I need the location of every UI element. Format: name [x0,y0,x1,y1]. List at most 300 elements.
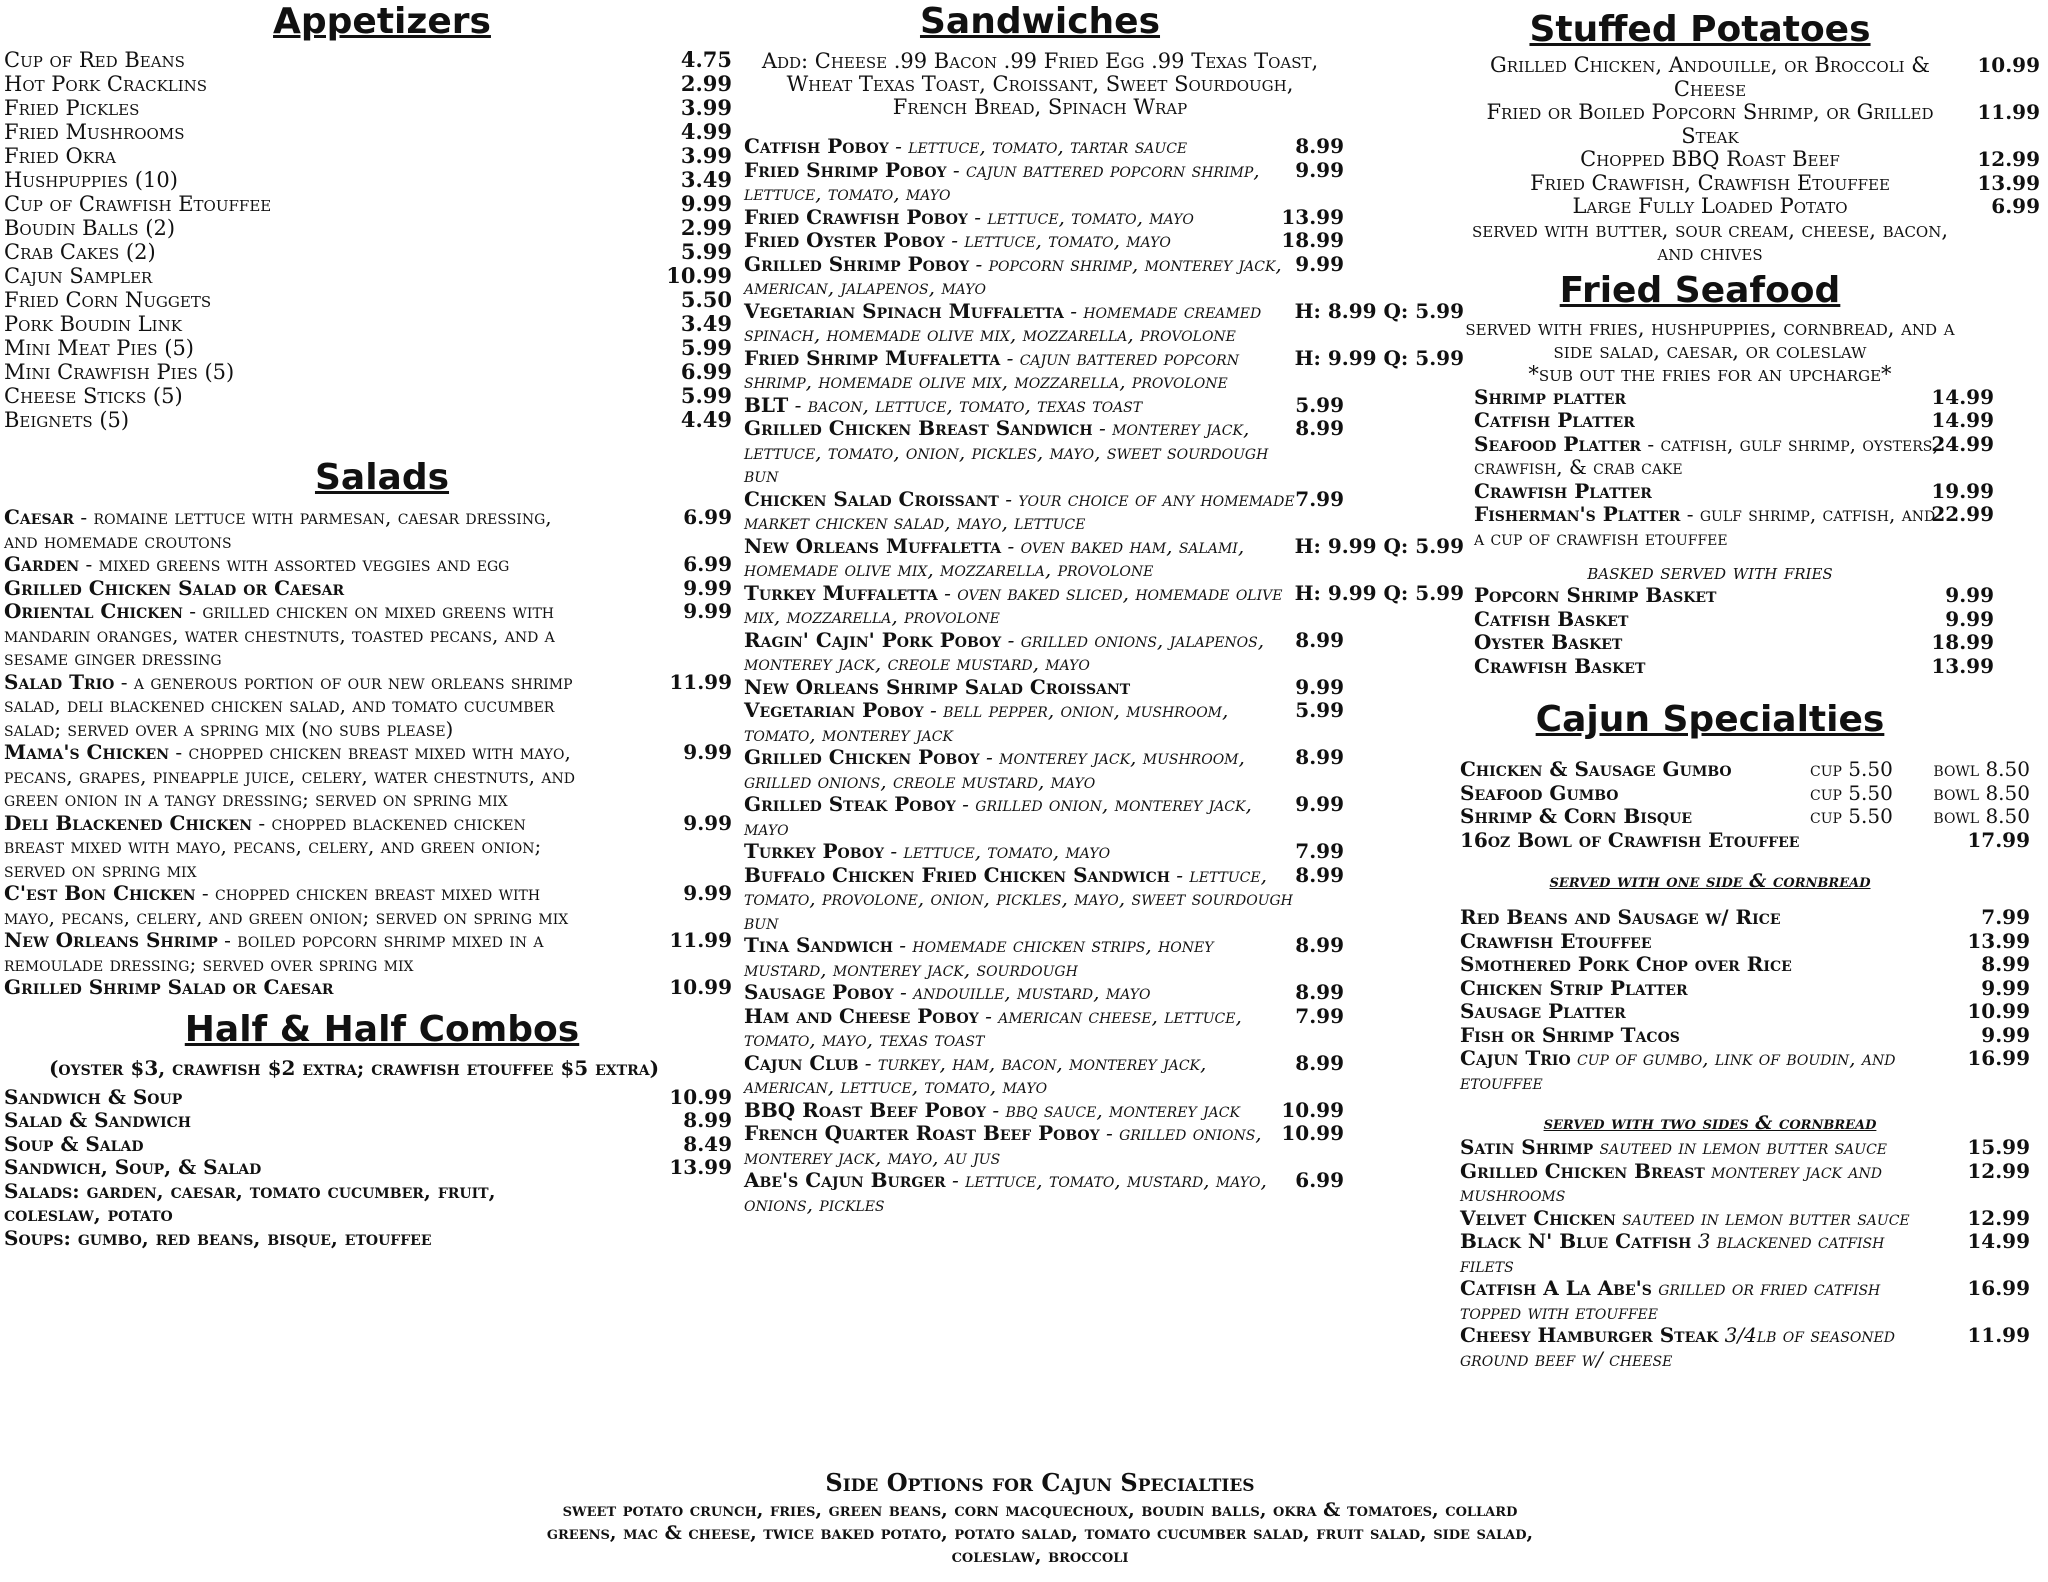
cup-price: cup 5.50 [1810,757,1893,781]
menu-item [744,253,1464,300]
item-name: Soup & Salad [4,1131,144,1156]
item-price: 10.99 [1281,1097,1344,1122]
item-name: Black N' Blue Catfish [1460,1229,1692,1253]
item-price: 8.99 [1295,933,1344,957]
item-text [744,417,1299,488]
item-name: Sandwich & Soup [4,1084,183,1109]
item-text [1460,906,1930,930]
menu-item [744,300,1464,347]
item-name: Cup of Crawfish Etouffee [4,192,272,216]
combos-list [4,1086,730,1180]
item-text [744,1122,1299,1169]
item-price: 9.99 [1295,674,1344,699]
seafood-baskets [1474,584,2040,678]
menu-item [744,676,1464,700]
item-price: 8.99 [1295,862,1344,887]
item-price: 2.99 [680,71,732,96]
item-name: Cheese Sticks (5) [4,384,183,408]
item-text [1460,1160,1940,1207]
item-price: 5.50 [680,287,732,312]
seafood-platters [1474,386,2040,551]
item-text [744,300,1299,347]
item-text [744,535,1299,582]
item-name: Fried Okra [4,144,116,168]
bowl-price: bowl 8.50 [1933,780,2030,805]
item-text [744,488,1299,535]
cajun-bowl-item: 16oz Bowl of Crawfish Etouffee 17.99 [1460,827,2030,852]
item-name: Popcorn Shrimp Basket [1474,583,1717,607]
menu-item [4,600,732,671]
item-price: 6.99 [1991,194,2040,218]
menu-item [744,864,1464,935]
menu-item [4,72,732,96]
item-name: Ham and Cheese Poboy [744,1003,979,1028]
menu-item [4,1133,732,1157]
item-desc: - andouille, mustard, mayo [893,980,1151,1004]
item-name: Satin Shrimp [1460,1135,1594,1159]
menu-item [1460,172,2040,196]
item-price: 4.99 [680,119,732,144]
item-price: 11.99 [1977,100,2040,124]
item-desc: - bbq sauce, monterey jack [986,1097,1240,1122]
item-price: 7.99 [1295,1003,1344,1028]
item-text [744,394,1299,418]
menu-item [4,360,732,384]
cajun-heading: Cajun Specialties [1535,699,1885,740]
item-text [744,934,1299,981]
item-desc: - lettuce, tomato, mustard, mayo, onions, pickles [744,1168,1267,1216]
item-desc: - catfish, gulf shrimp, oysters, crawfish, & crab cake [1474,431,1939,479]
item-name: New Orleans Shrimp [4,928,218,952]
item-price: 18.99 [1931,630,1994,654]
item-name: Crawfish Basket [1474,653,1646,678]
item-price: 6.99 [680,359,732,384]
item-name: BBQ Roast Beef Poboy [744,1097,987,1122]
combos-salads-line: Salads: garden, caesar, tomato cucumber, fruit, coleslaw, potato [4,1178,496,1226]
appetizers-list [4,48,730,432]
menu-item [4,741,732,812]
item-name: Cup of Red Beans [4,48,185,72]
item-price: 9.99 [1295,792,1344,816]
menu-item [4,216,732,240]
item-name: Beignets (5) [4,408,130,432]
menu-item [1474,480,2024,504]
cajun-one-side [1460,906,2040,1094]
item-desc: - turkey, ham, bacon, monterey jack, american, lettuce, tomato, mayo [744,1050,1207,1098]
item-name: Vegetarian Spinach Muffaletta [744,298,1064,323]
menu-item [4,336,732,360]
item-price: 10.99 [1967,999,2030,1023]
item-name: Fried Oyster Poboy [744,228,945,252]
menu-item [4,671,732,742]
item-name: Grilled Shrimp Poboy [744,251,970,276]
item-price: 3.49 [680,167,732,192]
menu-item [1460,54,2040,101]
item-text [4,882,579,929]
item-name: Oyster Basket [1474,630,1623,654]
menu-item [744,934,1464,981]
menu-item [1460,906,2030,930]
item-desc: sauteed in lemon butter sauce [1593,1135,1888,1159]
item-text [4,553,579,577]
item-text [744,793,1299,840]
item-text [4,600,579,671]
item-text [1460,1207,1940,1231]
item-name: Chicken Strip Platter [1460,975,1688,1000]
item-name: Sausage Poboy [744,980,894,1004]
menu-item [1474,631,2024,655]
menu-item [1460,782,2030,806]
item-price: 9.99 [1945,606,1994,631]
item-desc: - cajun battered popcorn shrimp, lettuce, tomato, mayo [744,157,1260,205]
item-text [1460,1047,1930,1094]
item-price: 3.49 [680,311,732,336]
two-side-label: served with two sides & cornbread [1543,1112,1877,1134]
item-price: 8.99 [683,1108,732,1132]
item-price: H: 9.99 Q: 5.99 [1294,533,1464,558]
item-price: 22.99 [1931,502,1994,526]
item-price: 4.75 [680,47,732,72]
menu-item [744,159,1464,206]
menu-item [1460,977,2030,1001]
item-desc: - chopped blackened chicken breast mixed with mayo, pecans, celery, and green onion; served on spring mix [4,810,542,882]
column-right [1460,0,2040,1371]
item-name: Crawfish Platter [1474,478,1652,503]
menu-item [4,264,732,288]
item-name: Cajun Trio [1460,1046,1571,1070]
menu-item [1460,1230,2030,1277]
item-price: 3.99 [680,95,732,120]
menu-item [744,699,1464,746]
item-text [744,746,1299,793]
item-text [744,347,1299,394]
item-name: Fried Crawfish Poboy [744,204,968,229]
seafood-note: served with fries, hushpuppies, cornbread, and a side salad, caesar, or coleslaw [1465,315,1955,363]
item-price: 10.99 [666,263,732,288]
menu-item [744,206,1464,230]
item-desc: - lettuce, tomato, provolone, onion, pickles, mayo, sweet sourdough bun [744,862,1293,934]
item-price: 9.99 [683,810,732,835]
item-text [744,699,1299,746]
item-text [744,159,1299,206]
item-name: Vegetarian Poboy [744,698,924,722]
sides-section [540,1468,1540,1568]
seafood-heading: Fried Seafood [1559,269,1841,311]
item-name: Seafood Gumbo [1460,780,1619,805]
potatoes-heading: Stuffed Potatoes [1529,9,1871,50]
menu-item [1460,1136,2030,1160]
item-price: 13.99 [669,1155,732,1179]
menu-item [744,394,1464,418]
one-side-label: served with one side & cornbread [1549,870,1871,892]
menu-item [744,1005,1464,1052]
item-text [1474,503,1944,550]
menu-item [1460,930,2030,954]
potatoes-note: served with butter, sour cream, cheese, bacon, and chives [1471,217,1949,265]
item-price: 5.99 [1295,392,1344,417]
item-name: Garden [4,552,80,576]
item-name: Boudin Balls (2) [4,216,176,240]
menu-item [1460,953,2030,977]
item-price: 8.99 [1295,416,1344,440]
item-name: Catfish Platter [1474,408,1635,432]
item-desc: - lettuce, tomato, mayo [944,228,1171,252]
menu-item [4,929,732,976]
menu-item [744,535,1464,582]
item-text [1474,631,1944,655]
menu-item [4,577,732,601]
menu-item [4,192,732,216]
item-name: Fried Corn Nuggets [4,288,212,312]
menu-item [4,506,732,553]
item-name: Mini Meat Pies (5) [4,336,195,360]
column-middle [744,0,1464,1216]
item-price: 16.99 [1967,1046,2030,1070]
item-desc: - chopped chicken breast mixed with mayo, pecans, grapes, pineapple juice, celery, water chestnuts, and green onion in a tangy dressing; served on spring mix [4,740,575,811]
item-name: New Orleans Shrimp Salad Croissant [744,674,1131,699]
menu-item [4,240,732,264]
item-name: Catfish Basket [1474,606,1629,631]
sandwiches-list [744,135,1464,1216]
item-name: Catfish A La Abe's [1460,1276,1652,1300]
item-desc: - cajun battered popcorn shrimp, homemade olive mix, mozzarella, provolone [744,345,1239,393]
item-desc: - boiled popcorn shrimp mixed in a remoulade dressing; served over spring mix [4,928,544,976]
item-text [1474,480,1944,504]
item-name: Red Beans and Sausage w/ Rice [1460,905,1781,929]
item-price: 9.99 [1981,975,2030,1000]
menu-item [1460,1160,2030,1207]
item-name: Caesar [4,505,75,529]
item-name: Turkey Muffaletta [744,580,938,605]
item-name: Fried Shrimp Muffaletta [744,345,1001,370]
item-price: 15.99 [1967,1135,2030,1159]
item-price: 4.49 [680,407,732,432]
item-price: 7.99 [1295,839,1344,863]
menu-item [744,746,1464,793]
item-price: H: 8.99 Q: 5.99 [1294,298,1464,323]
item-name: Turkey Poboy [744,839,885,863]
item-name: Fisherman's Platter [1474,502,1681,526]
item-price: H: 9.99 Q: 5.99 [1294,580,1464,605]
item-price: 5.99 [680,335,732,360]
item-name: Shrimp platter [1474,384,1626,409]
item-text [1474,433,1944,480]
item-text [744,629,1299,676]
menu-item [1474,608,2024,632]
item-price: 9.99 [683,599,732,623]
item-desc: - homemade creamed spinach, homemade olive mix, mozzarella, provolone [744,298,1262,346]
menu-item [1474,584,2024,608]
item-price: 8.99 [1295,627,1344,652]
item-text [744,582,1299,629]
menu-item [1460,1277,2030,1324]
item-text [1460,1000,1930,1024]
menu-item [4,976,732,1000]
item-price: 9.99 [683,575,732,600]
item-price: 13.99 [1967,928,2030,953]
menu-item [1474,409,2024,433]
item-text [744,1169,1299,1216]
item-text [744,864,1299,935]
item-text [744,676,1299,700]
basket-note: basked served with fries [1587,560,1833,584]
item-desc: - homemade chicken strips, honey mustard, monterey jack, sourdough [744,933,1214,981]
item-name: Crab Cakes (2) [4,240,156,264]
item-name: French Quarter Roast Beef Poboy [744,1121,1100,1145]
menu-item [1460,148,2040,172]
combos-heading: Half & Half Combos [184,1008,580,1050]
menu-item [1460,1047,2030,1094]
item-name: Hushpuppies (10) [4,168,178,192]
menu-item [1460,1324,2030,1371]
menu-item [4,288,732,312]
item-text [744,1052,1299,1099]
item-text [1460,1136,1940,1160]
item-price: 9.99 [683,740,732,764]
item-price: 14.99 [1931,384,1994,409]
item-price: H: 9.99 Q: 5.99 [1294,345,1464,370]
item-price: 7.99 [1981,905,2030,929]
item-desc: monterey jack and mushrooms [1460,1158,1882,1206]
item-desc: - lettuce, tomato, mayo [967,204,1194,229]
item-desc: - a generous portion of our new orleans shrimp salad, deli blackened chicken salad, and tomato cucumber salad; served over a spring mix (no subs please) [4,669,573,741]
menu-item [4,168,732,192]
item-price: 8.99 [1981,952,2030,976]
item-name: Fried or Boiled Popcorn Shrimp, or Grilled Steak [1486,100,1934,148]
item-name: Seafood Platter [1474,431,1642,456]
cajun-two-side [1460,1136,2040,1371]
menu-item [4,408,732,432]
potatoes-list [1460,54,2040,219]
menu-item [744,135,1464,159]
sandwiches-heading: Sandwiches [919,1,1161,42]
item-desc: - oven baked ham, salami, homemade olive mix, mozzarella, provolone [744,533,1245,581]
item-desc: - oven baked sliced, homemade olive mix, mozzarella, provolone [744,580,1283,628]
menu-item [4,1156,732,1180]
item-price: 11.99 [669,928,732,952]
bowl-price: bowl 8.50 [1933,757,2030,781]
item-text [744,840,1299,864]
menu-item [4,553,732,577]
item-desc: - gulf shrimp, catfish, and a cup of crawfish etouffee [1474,502,1936,550]
item-name: Grilled Steak Poboy [744,792,956,816]
menu-item [744,229,1464,253]
seafood-sub-note: *sub out the fries for an upcharge* [1528,361,1892,386]
item-price: 8.99 [1295,134,1344,158]
item-name: Fish or Shrimp Tacos [1460,1022,1680,1047]
item-desc: - mixed greens with assorted veggies and egg [79,552,510,576]
item-name: Salad Trio [4,669,115,694]
item-desc: cup of gumbo, link of boudin, and etouffee [1460,1046,1896,1094]
item-text [744,229,1299,253]
menu-item [4,312,732,336]
item-price: 8.49 [683,1131,732,1156]
item-text [1474,386,1944,410]
item-text [1474,584,1944,608]
item-desc: - your choice of any homemade market chicken salad, mayo, lettuce [744,486,1295,534]
item-text [1460,1230,1940,1277]
menu-item [4,882,732,929]
item-name: BLT [744,392,789,417]
item-text [1474,655,1944,679]
item-text [744,1005,1299,1052]
item-text [4,929,579,976]
menu-item [744,1169,1464,1216]
item-text [1474,409,1944,433]
combos-note: (oyster $3, crawfish $2 extra; crawfish etouffee $5 extra) [48,1055,660,1080]
menu-item [1460,805,2030,829]
menu-item [1460,1024,2030,1048]
item-text [1460,1324,1940,1371]
item-price: 9.99 [683,881,732,905]
item-price: 5.99 [1295,698,1344,722]
item-desc: - lettuce, tomato, tartar sauce [888,134,1188,158]
item-price: 5.99 [680,239,732,264]
item-price: 9.99 [680,191,732,216]
item-price: 14.99 [1931,408,1994,432]
item-desc: - monterey jack, lettuce, tomato, onion, pickles, mayo, sweet sourdough bun [744,416,1269,487]
item-price: 5.99 [680,383,732,408]
item-name: Grilled Chicken Breast [1460,1158,1705,1183]
item-price: 10.99 [1281,1121,1344,1145]
item-name: Ragin' Cajin' Pork Poboy [744,627,1002,652]
item-price: 12.99 [1977,147,2040,171]
menu-item [744,840,1464,864]
item-name: Fried Shrimp Poboy [744,157,947,182]
menu-item [744,981,1464,1005]
menu-item [1460,1000,2030,1024]
column-left [4,0,730,1250]
item-price: 19.99 [1931,478,1994,503]
menu-item [744,1052,1464,1099]
menu-item [744,347,1464,394]
item-price: 7.99 [1295,486,1344,511]
item-text [4,976,579,1000]
menu-item [744,629,1464,676]
menu-item [1460,101,2040,148]
item-name: Chopped BBQ Roast Beef [1580,147,1840,171]
item-price: 3.99 [680,143,732,168]
item-name: Fried Crawfish, Crawfish Etouffee [1530,170,1890,195]
item-price: 9.99 [1945,583,1994,607]
item-price: 10.99 [669,1084,732,1109]
menu-item [1474,386,2024,410]
menu-item [1474,655,2024,679]
item-desc: 3/4lb of seasoned ground beef w/ cheese [1460,1323,1896,1371]
item-desc: - bacon, lettuce, tomato, texas toast [788,392,1143,417]
menu-item [4,48,732,72]
item-name: Fried Pickles [4,96,140,120]
menu-item [1474,503,2024,550]
item-desc: - american cheese, lettuce, tomato, mayo, texas toast [744,1003,1242,1051]
item-desc: - popcorn shrimp, monterey jack, american, jalapenos, mayo [744,251,1282,299]
item-name: Hot Pork Cracklins [4,72,208,96]
menu-item [744,582,1464,629]
item-name: Grilled Shrimp Salad or Caesar [4,975,334,999]
sides-heading: Side Options for Cajun Specialties [825,1468,1255,1497]
item-price: 14.99 [1967,1229,2030,1253]
item-price: 8.99 [1295,745,1344,769]
salads-list [4,506,730,1000]
menu-item [744,793,1464,840]
item-price: 18.99 [1281,228,1344,252]
menu-item [4,812,732,883]
item-text [4,506,579,553]
item-desc: - grilled onions, monterey jack, mayo, au jus [744,1121,1262,1169]
menu-item [744,1099,1464,1123]
item-price: 2.99 [680,215,732,240]
item-name: Mini Crawfish Pies (5) [4,360,235,384]
